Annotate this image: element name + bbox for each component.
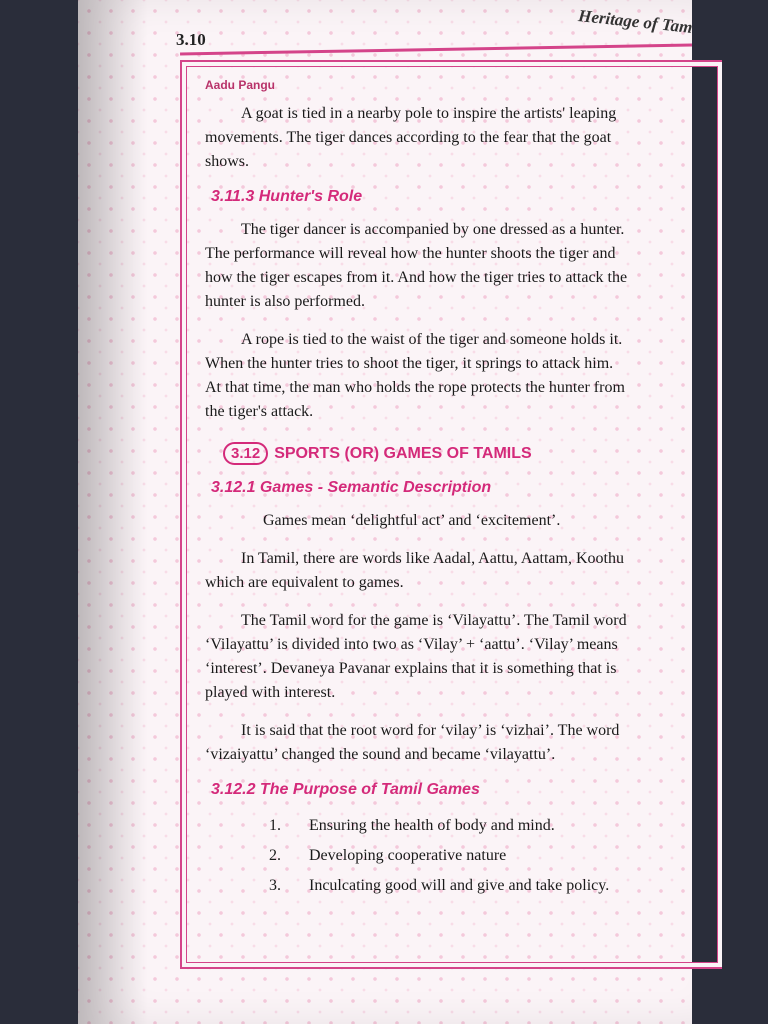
page-content: [205, 72, 695, 952]
text-line: A goat is tied in a nearby pole to inspire the artists' leaping: [241, 105, 617, 122]
list-item: [269, 841, 695, 871]
section-title: SPORTS (OR) GAMES OF TAMILS: [274, 444, 532, 462]
text-line: A rope is tied to the waist of the tiger and someone holds it.: [241, 331, 623, 348]
list-item: [269, 871, 695, 901]
text-line: In Tamil, there are words like Aadal, Aattu, Aattam, Koothu: [241, 550, 624, 567]
list-number: 3.: [269, 877, 281, 894]
text-line: The tiger dancer is accompanied by one dressed as a hunter.: [241, 221, 625, 238]
text-line: When the hunter tries to shoot the tiger, it springs to attack him.: [205, 355, 614, 372]
book-gutter-shadow: [78, 0, 148, 1024]
text-line: At that time, the man who holds the rope protects the hunter from: [205, 379, 625, 396]
list-text: Developing cooperative nature: [309, 847, 507, 864]
text-line: ‘vizaiyattu’ changed the sound and became ‘vilayattu’.: [205, 746, 556, 763]
text-line: the tiger's attack.: [205, 403, 314, 420]
list-text: Ensuring the health of body and mind.: [309, 817, 555, 834]
text-line: ‘interest’. Devaneya Pavanar explains that it is something that is: [205, 660, 617, 677]
paragraph-hunter-1: [205, 218, 695, 314]
subsection-heading-3-11-3: 3.11.3 Hunter's Role: [211, 188, 363, 205]
paragraph-hunter-2: [205, 328, 695, 424]
section-heading-3-12: [223, 442, 695, 465]
text-line: It is said that the root word for ‘vilay’ is ‘vizhai’. The word: [241, 722, 620, 739]
list-text: Inculcating good will and give and take policy.: [309, 877, 610, 894]
paragraph-goat: [205, 102, 695, 174]
purpose-list: [205, 811, 695, 901]
list-item: [269, 811, 695, 841]
list-number: 1.: [269, 817, 281, 834]
text-line: hunter is also performed.: [205, 293, 365, 310]
text-line: movements. The tiger dances according to the fear that the goat: [205, 129, 612, 146]
running-head: Aadu Pangu: [205, 78, 276, 92]
text-line: played with interest.: [205, 684, 336, 701]
text-line: ‘Vilayattu’ is divided into two as ‘Vilay’ + ‘aattu’. ‘Vilay’ means: [205, 636, 618, 653]
page-number: 3.10: [176, 30, 206, 49]
text-line: The Tamil word for the game is ‘Vilayattu’. The Tamil word: [241, 612, 627, 629]
text-line: Games mean ‘delightful act’ and ‘excitement’.: [263, 512, 561, 529]
text-line: how the tiger escapes from it. And how the tiger tries to attack the: [205, 269, 628, 286]
subsection-heading-3-12-2: 3.12.2 The Purpose of Tamil Games: [211, 781, 480, 798]
list-number: 2.: [269, 847, 281, 864]
text-line: The performance will reveal how the hunter shoots the tiger and: [205, 245, 616, 262]
paragraph-games-1: [205, 509, 695, 533]
section-number-badge: 3.12: [223, 442, 268, 465]
text-line: shows.: [205, 153, 250, 170]
paragraph-games-4: [205, 719, 695, 767]
book-title-header: Heritage of Tam: [577, 6, 694, 37]
paragraph-games-3: [205, 609, 695, 705]
text-line: which are equivalent to games.: [205, 574, 404, 591]
paragraph-games-2: [205, 547, 695, 595]
subsection-heading-3-12-1: 3.12.1 Games - Semantic Description: [211, 479, 492, 496]
